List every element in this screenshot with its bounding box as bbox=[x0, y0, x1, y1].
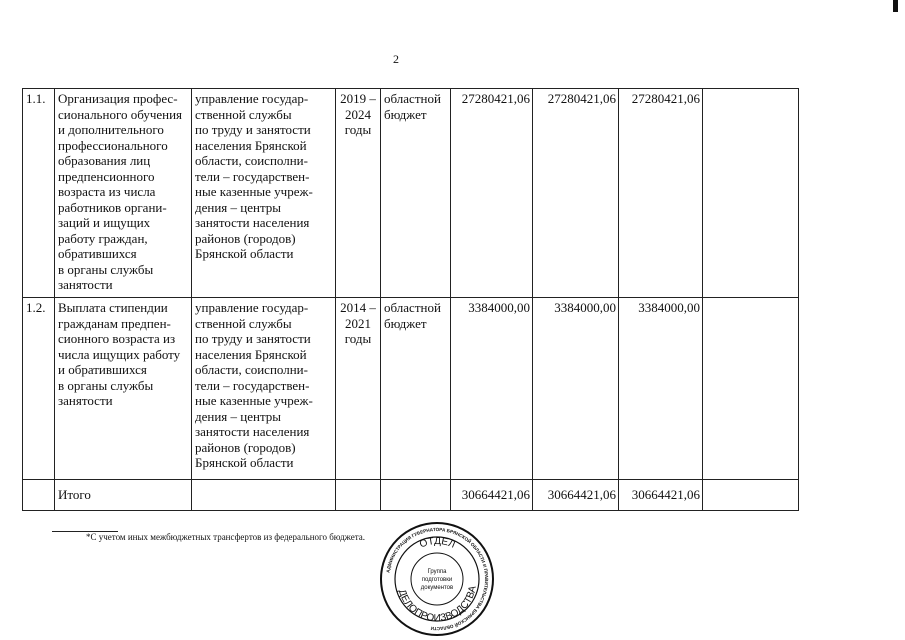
cell-line: районов (городов) bbox=[195, 439, 296, 455]
total-empty-cell bbox=[192, 480, 336, 511]
amount-4 bbox=[703, 298, 799, 480]
cell-line: управление государ- bbox=[195, 300, 309, 315]
cell-line: районов (городов) bbox=[195, 230, 296, 246]
cell-line: годы bbox=[344, 122, 372, 137]
cell-line: работу граждан, bbox=[58, 230, 148, 246]
total-amount-4 bbox=[703, 480, 799, 511]
stamp-bottom-text: ДЕЛОПРОИЗВОДСТВА bbox=[395, 584, 479, 625]
total-label: Итого bbox=[55, 480, 192, 511]
amount-4 bbox=[703, 89, 799, 298]
cell-line: в органы службы bbox=[58, 377, 154, 393]
total-amount-2: 30664421,06 bbox=[533, 480, 619, 511]
stamp-outer-text: АДМИНИСТРАЦИЯ ГУБЕРНАТОРА БРЯНСКОЙ ОБЛАСТИ И ПРАВИТЕЛЬСТВА БРЯНСКОЙ ОБЛАСТИ bbox=[385, 526, 490, 632]
event-name bbox=[55, 298, 192, 480]
total-amount-1: 30664421,06 bbox=[451, 480, 533, 511]
cell-line: Брянской области bbox=[195, 455, 294, 470]
cell-line: занятости населения bbox=[195, 215, 310, 230]
event-name bbox=[55, 89, 192, 298]
cell-line: области, соисполни- bbox=[195, 362, 308, 377]
cell-line: 2014 – bbox=[340, 300, 376, 315]
stamp-top-text: ОТДЕЛ bbox=[418, 535, 457, 551]
amount-1: 3384000,00 bbox=[451, 298, 533, 480]
cell-line: и обратившихся bbox=[58, 362, 147, 377]
cell-line: управление государ- bbox=[195, 91, 309, 106]
footnote: *С учетом иных межбюджетных трансфертов из федерального бюджета. bbox=[86, 532, 366, 542]
stamp-center-line: подготовки bbox=[421, 577, 453, 583]
total-number-cell bbox=[23, 480, 55, 511]
cell-line: занятости bbox=[58, 277, 113, 292]
row-number: 1.2. bbox=[23, 298, 55, 480]
cell-line: бюджет bbox=[384, 106, 427, 122]
total-empty-cell bbox=[381, 480, 451, 511]
table-row bbox=[23, 89, 799, 298]
page-number: 2 bbox=[393, 52, 399, 66]
table-row bbox=[23, 298, 799, 480]
cell-line: возраста из числа bbox=[58, 184, 156, 199]
cell-line: ные казенные учреж- bbox=[195, 184, 313, 199]
total-row bbox=[23, 480, 799, 511]
cell-line: по труду и занятости bbox=[195, 331, 311, 346]
amount-2: 27280421,06 bbox=[533, 89, 619, 298]
cell-line: сионального обучения bbox=[58, 106, 183, 122]
cell-line: числа ищущих работу bbox=[58, 346, 181, 362]
cell-line: ственной службы bbox=[195, 315, 292, 331]
cell-line: тели – государствен- bbox=[195, 377, 310, 393]
cell-line: 2021 bbox=[345, 315, 371, 331]
stamp-center-line: Группа bbox=[427, 569, 447, 575]
years bbox=[336, 298, 381, 480]
cell-line: населения Брянской bbox=[195, 346, 307, 362]
stamp-center-line: документов bbox=[420, 585, 454, 591]
years bbox=[336, 89, 381, 298]
total-empty-cell bbox=[336, 480, 381, 511]
cell-line: по труду и занятости bbox=[195, 122, 311, 137]
cell-line: ные казенные учреж- bbox=[195, 393, 313, 408]
cell-line: сионного возраста из bbox=[58, 331, 176, 346]
cell-line: Выплата стипендии bbox=[58, 300, 168, 315]
cell-line: профессионального bbox=[58, 137, 168, 153]
funding-source bbox=[381, 89, 451, 298]
cell-line: области, соисполни- bbox=[195, 153, 308, 168]
cell-line: заций и ищущих bbox=[58, 215, 151, 230]
cell-line: работников органи- bbox=[58, 199, 167, 215]
cell-line: населения Брянской bbox=[195, 137, 307, 153]
cell-line: занятости населения bbox=[195, 424, 310, 439]
total-amount-3: 30664421,06 bbox=[619, 480, 703, 511]
cell-line: годы bbox=[344, 331, 372, 346]
budget-table bbox=[22, 88, 799, 511]
cell-line: гражданам предпен- bbox=[58, 315, 171, 331]
amount-1: 27280421,06 bbox=[451, 89, 533, 298]
cell-line: ственной службы bbox=[195, 106, 292, 122]
cell-line: областной bbox=[384, 91, 441, 106]
cell-line: образования лиц bbox=[58, 153, 151, 168]
cell-line: дения – центры bbox=[195, 199, 282, 215]
cell-line: и дополнительного bbox=[58, 122, 164, 137]
cell-line: 2019 – bbox=[340, 91, 376, 106]
executor bbox=[192, 298, 336, 480]
cell-line: Организация профес- bbox=[58, 91, 178, 106]
amount-3: 3384000,00 bbox=[619, 298, 703, 480]
executor bbox=[192, 89, 336, 298]
cell-line: предпенсионного bbox=[58, 168, 155, 184]
cell-line: 2024 bbox=[345, 106, 371, 122]
row-number: 1.1. bbox=[23, 89, 55, 298]
corner-mark bbox=[893, 0, 898, 12]
funding-source bbox=[381, 298, 451, 480]
amount-3: 27280421,06 bbox=[619, 89, 703, 298]
cell-line: обратившихся bbox=[58, 246, 137, 261]
cell-line: Брянской области bbox=[195, 246, 294, 261]
official-stamp bbox=[378, 520, 496, 638]
cell-line: в органы службы bbox=[58, 261, 154, 277]
cell-line: бюджет bbox=[384, 315, 427, 331]
cell-line: областной bbox=[384, 300, 441, 315]
cell-line: тели – государствен- bbox=[195, 168, 310, 184]
cell-line: занятости bbox=[58, 393, 113, 408]
cell-line: дения – центры bbox=[195, 408, 282, 424]
svg-text:ОТДЕЛ bbox=[418, 536, 456, 551]
amount-2: 3384000,00 bbox=[533, 298, 619, 480]
